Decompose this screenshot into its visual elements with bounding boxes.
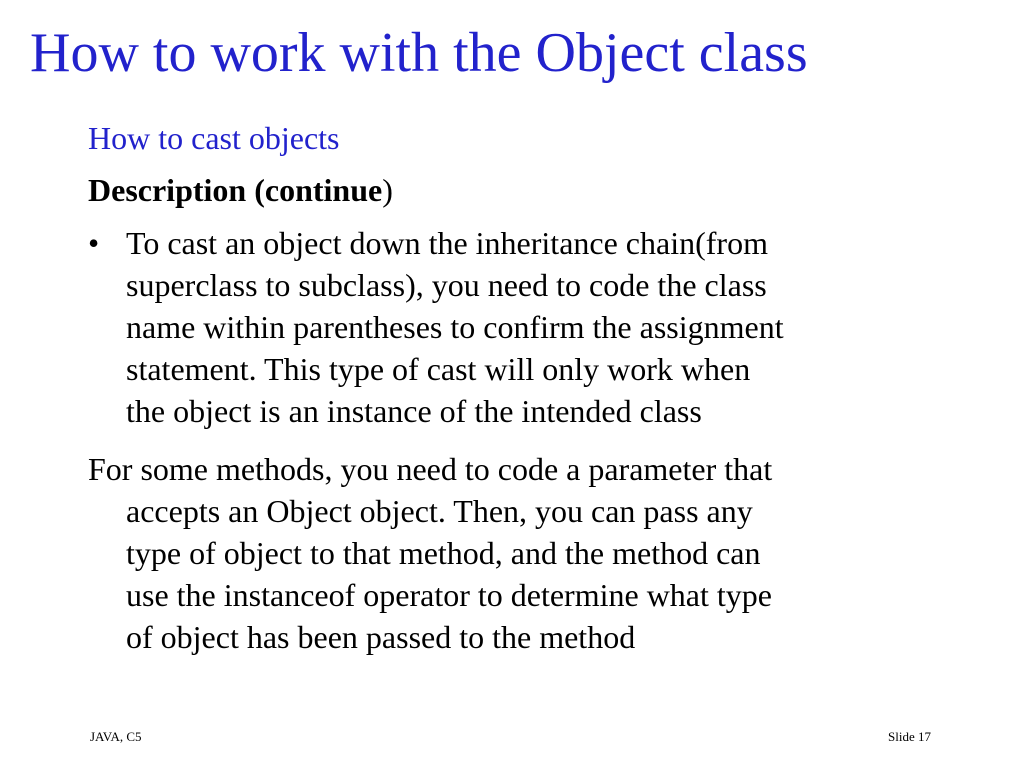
bullet-line: statement. This type of cast will only work when (126, 351, 751, 387)
paragraph-line: accepts an Object object. Then, you can pass any (126, 493, 753, 529)
bullet-line: the object is an instance of the intended class (126, 393, 702, 429)
bullet-line: To cast an object down the inheritance chain(from (126, 225, 768, 261)
slide-title: How to work with the Object class (30, 22, 808, 84)
section-heading-paren: ) (382, 172, 393, 208)
paragraph-line: For some methods, you need to code a parameter that (88, 451, 773, 487)
paragraph-line: of object has been passed to the method (126, 619, 636, 655)
paragraph (88, 448, 988, 658)
bullet-line: name within parentheses to confirm the assignment (126, 309, 784, 345)
bullet-item (88, 222, 988, 432)
bullet-icon: • (88, 225, 100, 261)
footer-slide-number: Slide 17 (888, 729, 931, 744)
section-heading-text: Description (continue (88, 172, 383, 208)
footer-course-label: JAVA, C5 (90, 729, 142, 744)
paragraph-line: use the instanceof operator to determine what type (126, 577, 772, 613)
bullet-line: superclass to subclass), you need to code the class (126, 267, 767, 303)
section-heading (88, 170, 393, 210)
slide-subtitle: How to cast objects (88, 120, 340, 156)
paragraph-line: type of object to that method, and the method can (126, 535, 761, 571)
